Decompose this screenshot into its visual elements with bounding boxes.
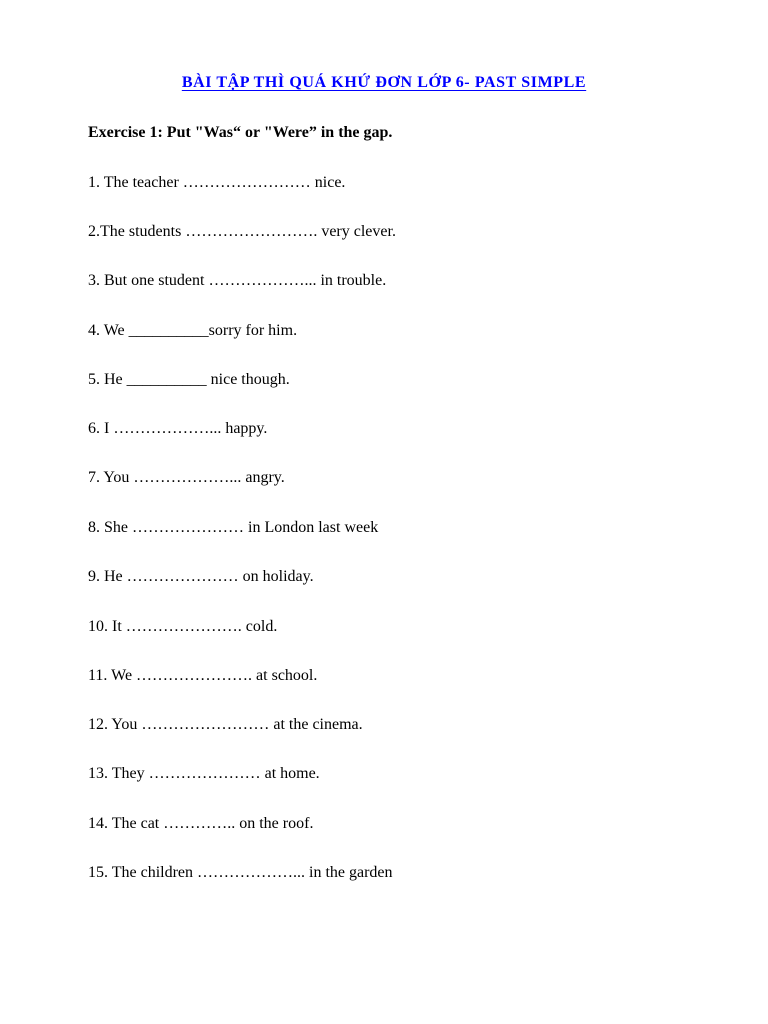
exercise-item: 13. They ………………… at home.: [88, 765, 320, 782]
exercise-item: 4. We __________sorry for him.: [88, 322, 298, 339]
exercise-item: 10. It …………………. cold.: [88, 618, 278, 635]
exercise-item: 5. He __________ nice though.: [88, 371, 290, 388]
exercise-item: 12. You …………………… at the cinema.: [88, 716, 363, 733]
exercise-item: 7. You ………………... angry.: [88, 469, 285, 486]
exercise-heading: Exercise 1: Put "Was“ or "Were” in the gap.: [88, 124, 393, 141]
document-title: BÀI TẬP THÌ QUÁ KHỨ ĐƠN LỚP 6- PAST SIMPLE: [181, 74, 587, 91]
exercise-item: 15. The children ………………... in the garden: [88, 864, 393, 881]
exercise-item: 8. She ………………… in London last week: [88, 519, 379, 536]
exercise-item: 9. He ………………… on holiday.: [88, 568, 314, 585]
exercise-item: 11. We …………………. at school.: [88, 667, 318, 684]
exercise-item: 3. But one student ………………... in trouble.: [88, 272, 387, 289]
exercise-item: 2.The students ……………………. very clever.: [88, 223, 396, 240]
exercise-item: 1. The teacher …………………… nice.: [88, 174, 346, 191]
exercise-item: 14. The cat ………….. on the roof.: [88, 815, 314, 832]
exercise-item: 6. I ………………... happy.: [88, 420, 268, 437]
